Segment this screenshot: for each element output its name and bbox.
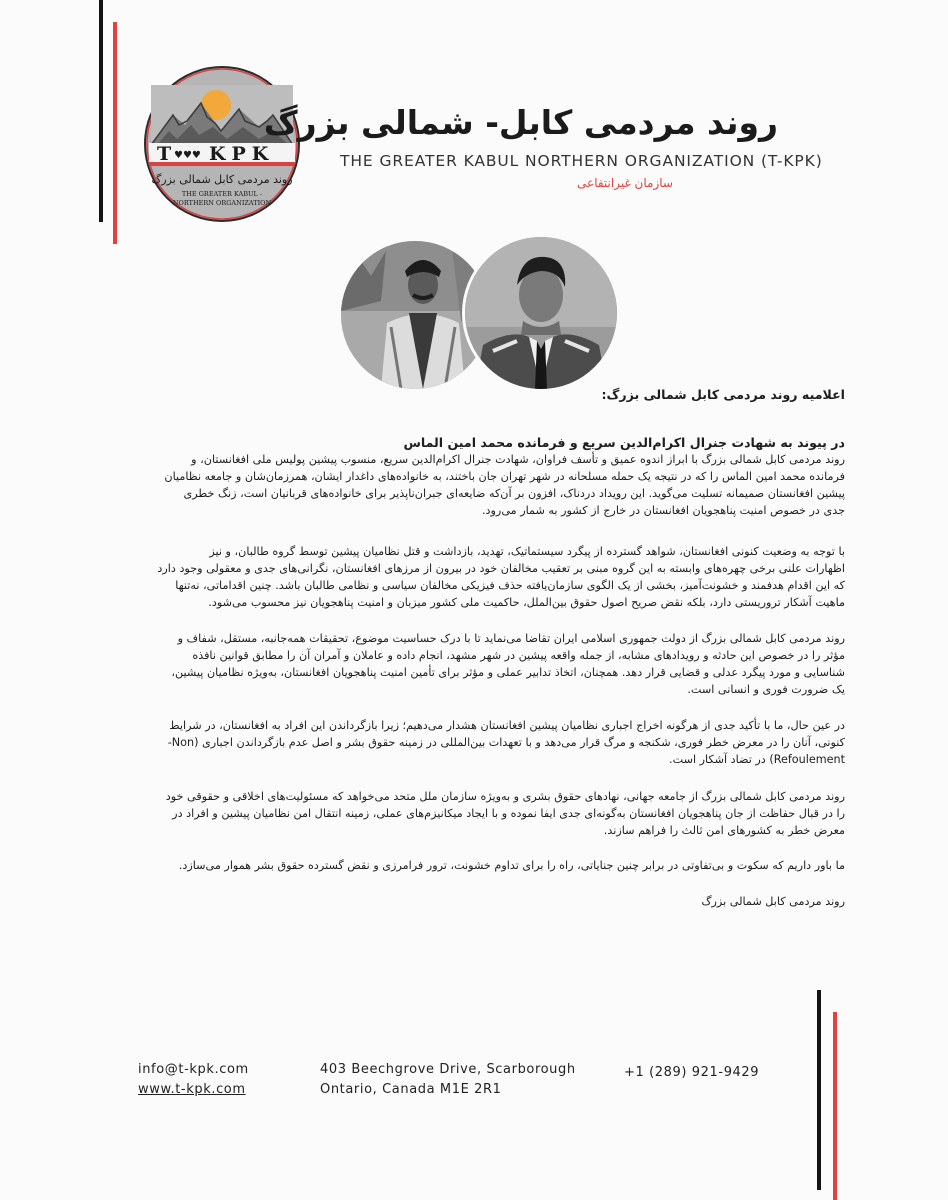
- paragraph-2: [100, 543, 845, 611]
- paragraph-line: روند مردمی کابل شمالی بزرگ از دولت جمهوری اسلامی ایران تقاضا می‌نماید تا با درک حساسیت موضوع، تحقیقات همه‌جانبه، مستقل، شفاف و: [177, 632, 845, 645]
- paragraph-line: ما باور داریم که سکوت و بی‌تفاوتی در برابر چنین جنایاتی، راه را برای تداوم خشونت، ترور فرامرزی و نقض گسترده حقوق بشر هموار می‌سازد.: [178, 859, 845, 872]
- decorative-bar-red-bottom: [833, 1012, 837, 1200]
- paragraph-6: [100, 857, 845, 874]
- paragraph-line: ماهیت آشکار تروریستی دارد، بلکه نقض صریح اصول حقوق بین‌الملل، حاکمیت ملی کشور میزبان و امنیت پناهجویان نیز محسوب می‌شود.: [208, 596, 845, 609]
- paragraph-line: با توجه به وضعیت کنونی افغانستان، شواهد گسترده از پیگرد سیستماتیک، تهدید، بازداشت و قتل نظامیان پیشین توسط گروه طالبان، و نیز: [209, 545, 845, 558]
- paragraph-line: Refoulement) در تضاد آشکار است.: [669, 753, 845, 766]
- svg-text:KPK: KPK: [209, 143, 275, 165]
- paragraph-line: روند مردمی کابل شمالی بزرگ از جامعه جهانی، نهادهای حقوق بشری و به‌ویژه سازمان ملل متحد می‌خواهد که مسئولیت‌های اخلاقی و حقوقی خود: [165, 790, 845, 803]
- paragraph-line: کنونی، آنان را در معرض خطر فوری، شکنجه و مرگ قرار می‌دهد و با تعهدات بین‌المللی در زمینه حقوق بشر و اصل عدم بازگرداندن اجباری (Non-: [167, 736, 845, 749]
- paragraph-line: پیشین افغانستان صمیمانه تسلیت می‌گوید. این رویداد دردناک، افزون بر آن‌که ضایعه‌ای جبران‌ناپذیر برای خانواده‌های قربانیان است، زنگ خطری: [183, 487, 845, 500]
- svg-text:T: T: [157, 143, 172, 165]
- paragraph-line: که این اقدام هدفمند و خشونت‌آمیز، بخشی از یک الگوی سازمان‌یافته حذف فیزیکی مخالفان سیاسی و نظامی طالبان باشد. چنین اقداماتی، نه‌تنها: [175, 579, 845, 592]
- decorative-bar-black-top: [99, 0, 103, 222]
- organization-title-english: THE GREATER KABUL NORTHERN ORGANIZATION (T-KPK): [340, 152, 823, 170]
- paragraph-line: در عین حال، ما با تأکید جدی از هرگونه اخراج اجباری نظامیان پیشین افغانستان هشدار می‌دهیم؛ زیرا بازگرداندن این افراد به افغانستان، در شرایط: [169, 719, 845, 732]
- paragraph-line: اظهارات علنی برخی چهره‌های وابسته به این گروه مبنی بر تعقیب مخالفان خود در بیرون از مرزهای افغانستان، نگرانی‌های جدی و معقولی وجود دارد: [157, 562, 845, 575]
- paragraph-line: شناسایی و مورد پیگرد عدلی و قضایی قرار دهد. همچنان، اتخاذ تدابیر عملی و مؤثر برای تأمین امنیت پناهجویان افغانستان، به‌ویژه نظامیان پیشین،: [171, 666, 845, 679]
- paragraph-3: [100, 630, 845, 698]
- organization-title-persian: روند مردمی کابل- شمالی بزرگ: [263, 103, 778, 142]
- decorative-bar-black-bottom: [817, 990, 821, 1190]
- signature: روند مردمی کابل شمالی بزرگ: [701, 895, 845, 908]
- paragraph-5: [100, 788, 845, 839]
- address-line-1: 403 Beechgrove Drive, Scarborough: [320, 1062, 576, 1077]
- svg-text:روند مردمی کابل شمالی بزرگ: روند مردمی کابل شمالی بزرگ: [151, 173, 293, 186]
- phone-number[interactable]: +1 (289) 921-9429: [624, 1065, 760, 1080]
- announcement-title: اعلامیه روند مردمی کابل شمالی بزرگ:: [601, 387, 845, 402]
- paragraph-1: [100, 451, 845, 519]
- organization-logo: [143, 65, 301, 223]
- decorative-bar-red-top: [113, 22, 117, 244]
- website-link[interactable]: www.t-kpk.com: [138, 1082, 246, 1097]
- svg-text:THE GREATER KABUL -: THE GREATER KABUL -: [181, 190, 263, 198]
- paragraph-4: [100, 717, 845, 768]
- paragraph-line: یک ضرورت فوری و انسانی است.: [687, 683, 845, 696]
- organization-tagline: سازمان غیرانتفاعی: [577, 176, 673, 190]
- announcement-subject: در پیوند به شهادت جنرال اکرام‌الدین سریع و فرمانده محمد امین الماس: [403, 435, 845, 450]
- paragraph-line: فرمانده محمد امین الماس را که در نتیجه یک حمله مسلحانه در شهر تهران جان باختند، به خانواده‌های داغدار ایشان، همرزمان‌شان و جامعه نظامیان: [164, 470, 845, 483]
- paragraph-line: مؤثر را در خصوص این حادثه و رویدادهای مشابه، از جمله واقعه پیشین در شهر مشهد، انجام داده و عاملان و آمران آن را مطابق قوانین نافذه: [192, 649, 845, 662]
- portrait-photo-right: [462, 234, 620, 392]
- paragraph-line: روند مردمی کابل شمالی بزرگ با ابراز اندوه عمیق و تأسف فراوان، شهادت جنرال اکرام‌الدین سریع، منسوب پیشین پولیس ملی افغانستان، و: [191, 453, 845, 466]
- paragraph-line: جدی در خصوص امنیت پناهجویان افغانستان در خارج از کشور به شمار می‌رود.: [481, 504, 845, 517]
- paragraph-line: معرض خطر به کشورهای امن ثالث را فراهم سازند.: [603, 824, 845, 837]
- paragraph-line: را در قبال حفاظت از جان پناهجویان افغانستان به‌گونه‌ای جدی ایفا نموده و با ایجاد میکانیزم‌های عملی، زمینه انتقال امن نظامیان پیشین و افراد در: [172, 807, 845, 820]
- svg-text:♥♥♥: ♥♥♥: [174, 150, 201, 161]
- svg-text:NORTHERN ORGANIZATION: NORTHERN ORGANIZATION: [172, 199, 272, 207]
- address-line-2: Ontario, Canada M1E 2R1: [320, 1082, 502, 1097]
- contact-email-link[interactable]: info@t-kpk.com: [138, 1062, 249, 1077]
